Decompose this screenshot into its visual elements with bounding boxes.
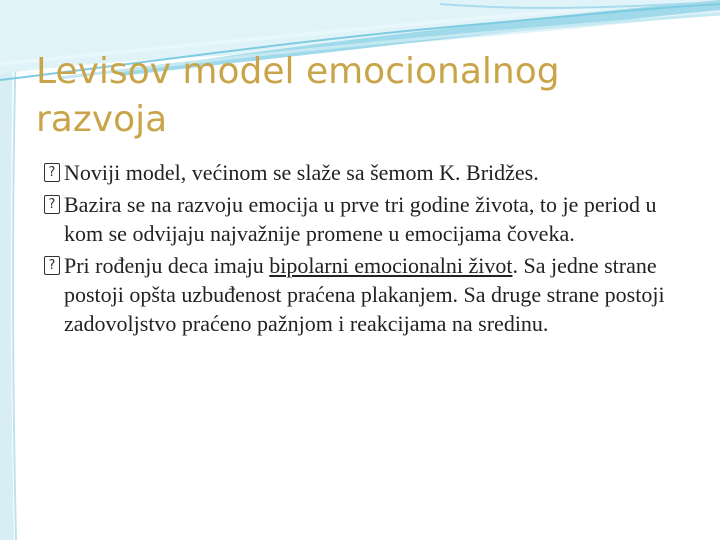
left-border-band	[0, 0, 14, 540]
bullet-text-2: Bazira se na razvoju emocija u prve tri godine života, to je period u kom se odvijaju najvažnije promene u emocijama čoveka.	[64, 192, 657, 246]
bullet-marker-icon: ?	[44, 256, 60, 275]
bullet-item-3	[44, 251, 684, 338]
bullet-text-3-before: Pri rođenju deca imaju	[64, 253, 270, 278]
bullet-marker-icon: ?	[44, 163, 60, 182]
bullet-list	[44, 158, 684, 341]
left-border-line	[13, 40, 16, 540]
bullet-item-1	[44, 158, 684, 187]
slide-title: Levisov model emocionalnog razvoja	[36, 51, 560, 140]
bullet-marker-icon: ?	[44, 195, 60, 214]
bullet-item-2	[44, 190, 684, 248]
bullet-text-3-underlined: bipolarni emocionalni život	[269, 253, 513, 278]
bullet-text-1: Noviji model, većinom se slaže sa šemom K. Bridžes.	[64, 160, 539, 185]
bullet-text-3-after: . Sa jedne strane postoji opšta uzbuđenost praćena plakanjem. Sa druge strane postoji zadovoljstvo praćeno pažnjom i reakcijama na sredinu.	[64, 253, 665, 336]
